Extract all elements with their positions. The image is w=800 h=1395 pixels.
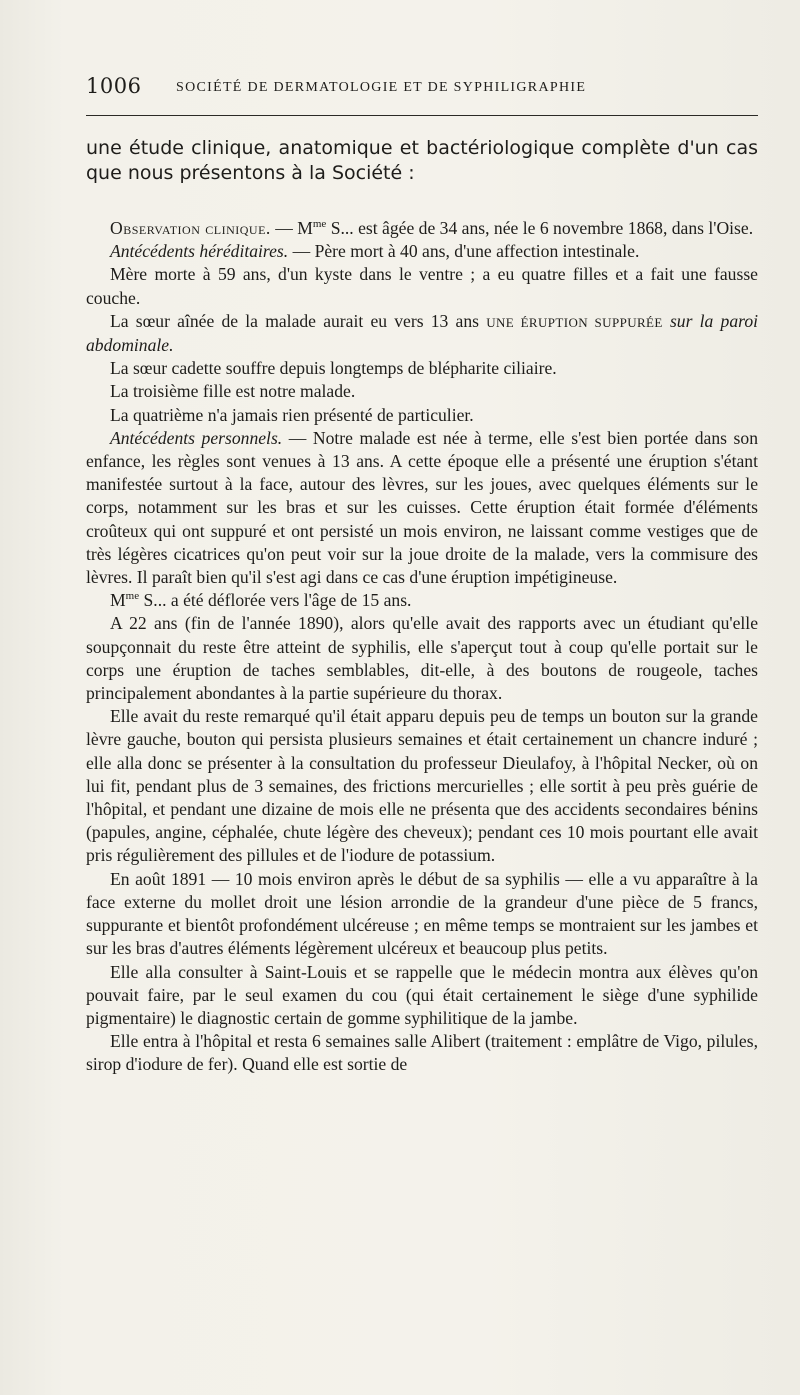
body-text — [86, 136, 758, 1077]
deflowered-text: S... a été déflorée vers l'âge de 15 ans. — [139, 590, 412, 611]
deflowered-prefix: M — [110, 590, 126, 611]
hereditary-label: Antécédents héréditaires. — [110, 241, 289, 262]
personal-text: — Notre malade est née à terme, elle s'est bien portée dans son enfance, les règles sont venues à 13 ans. A cette époque elle a présenté une éruption s'étant manifestée surtout à la face, autour des lèvres, sur les joues, avec quelques éléments sur le corps, notamment sur les bras et sur les cuisses. Cette éruption était formée d'éléments croûteux qui ont suppuré et ont persisté un mois environ, ne laissant comme vestiges que de très légères cicatrices qu'on peut voir sur la joue droite de la malade, vers la commisure des lèvres. Il paraît bien qu'il s'est agi dans ce cas d'une éruption impétigineuse. — [86, 427, 758, 588]
running-head: SOCIÉTÉ DE DERMATOLOGIE ET DE SYPHILIGRAPHIE — [176, 80, 587, 95]
saint-louis-paragraph: Elle alla consulter à Saint-Louis et se rappelle que le médecin montra aux élèves qu'on pouvait faire, par le seul examen du cou (qui était certainement le siège d'une syphilide pigmentaire) le diagnostic certain de gomme syphilitique de la jambe. — [86, 961, 758, 1028]
observation-sup: me — [312, 218, 327, 231]
third-daughter-paragraph: La troisième fille est notre malade. — [110, 381, 356, 402]
personal-label: Antécédents personnels. — [110, 427, 283, 448]
observation-text: S... est âgée de 34 ans, née le 6 novembre 1868, dans l'Oise. — [326, 218, 754, 238]
header-rule — [86, 115, 758, 116]
page-number: 1006 — [86, 74, 142, 98]
chancre-paragraph: Elle avait du reste remarqué qu'il était apparu depuis peu de temps un bouton sur la grande lèvre gauche, bouton qui persista plusieurs semaines et était certainement un chancre induré ; elle alla donc se présenter à la consultation du professeur Dieulafoy, à l'hôpital Necker, où on lui fit, pendant plus de 3 semaines, des frictions mercurielles ; elle sortit à peu près guérie de l'hôpital, et pendant une dizaine de mois elle ne présenta que des accidents secondaires bénins (papules, angine, céphalée, chute légère des cheveux); pendant ces 10 mois pourtant elle avait pris régulièrement des pillules et de l'iodure de potassium. — [86, 706, 758, 866]
observation-label: Observation clinique. — [110, 218, 271, 238]
eldest-sister-text: La sœur aînée de la malade aurait eu vers 13 ans — [110, 310, 487, 331]
observation-body — [86, 217, 758, 1077]
hereditary-paragraph — [86, 240, 758, 263]
observation-paragraph — [86, 217, 758, 240]
august1891-paragraph: En août 1891 — 10 mois environ après le début de sa syphilis — elle a vu apparaître à la face externe du mollet droit une lésion arrondie de la grandeur d'une pièce de 5 francs, suppurante et bientôt profondément ulcéreuse ; en même temps se montraient sur les jambes et sur les bras d'autres éléments légèrement ulcéreux et beaucoup plus petits. — [86, 868, 758, 959]
hereditary-text: — Père mort à 40 ans, d'une affection intestinale. — [288, 241, 640, 262]
youngest-sister-paragraph: La sœur cadette souffre depuis longtemps de blépharite ciliaire. — [110, 358, 557, 379]
eldest-sister-italic: sur la paroi abdominale. — [86, 310, 759, 356]
intro-paragraph: une étude clinique, anatomique et bactériologique complète d'un cas que nous présentons à la Société : — [86, 137, 758, 184]
eldest-sister-paragraph — [86, 310, 758, 357]
mother-paragraph: Mère morte à 59 ans, d'un kyste dans le ventre ; a eu quatre filles et a fait une fausse couche. — [86, 264, 758, 308]
age22-paragraph: A 22 ans (fin de l'année 1890), alors qu'elle avait des rapports avec un étudiant qu'elle soupçonnait du reste être atteint de syphilis, elle s'aperçut tout à coup qu'elle portait sur le corps une éruption de taches semblables, dit-elle, à des boutons de rougeole, taches principalement abondantes à la partie supérieure du thorax. — [86, 613, 758, 704]
eldest-sister-emphasis: UNE ÉRUPTION SUPPURÉE — [486, 314, 663, 330]
observation-dash: — M — [270, 218, 313, 238]
fourth-daughter-paragraph: La quatrième n'a jamais rien présenté de particulier. — [110, 404, 474, 425]
page-header — [86, 70, 758, 104]
deflowered-paragraph — [86, 589, 758, 612]
deflowered-sup: me — [125, 590, 140, 603]
alibert-paragraph: Elle entra à l'hôpital et resta 6 semaines salle Alibert (traitement : emplâtre de Vigo, pilules, sirop d'iodure de fer). Quand elle est sortie de — [86, 1031, 758, 1075]
personal-paragraph — [86, 427, 758, 589]
